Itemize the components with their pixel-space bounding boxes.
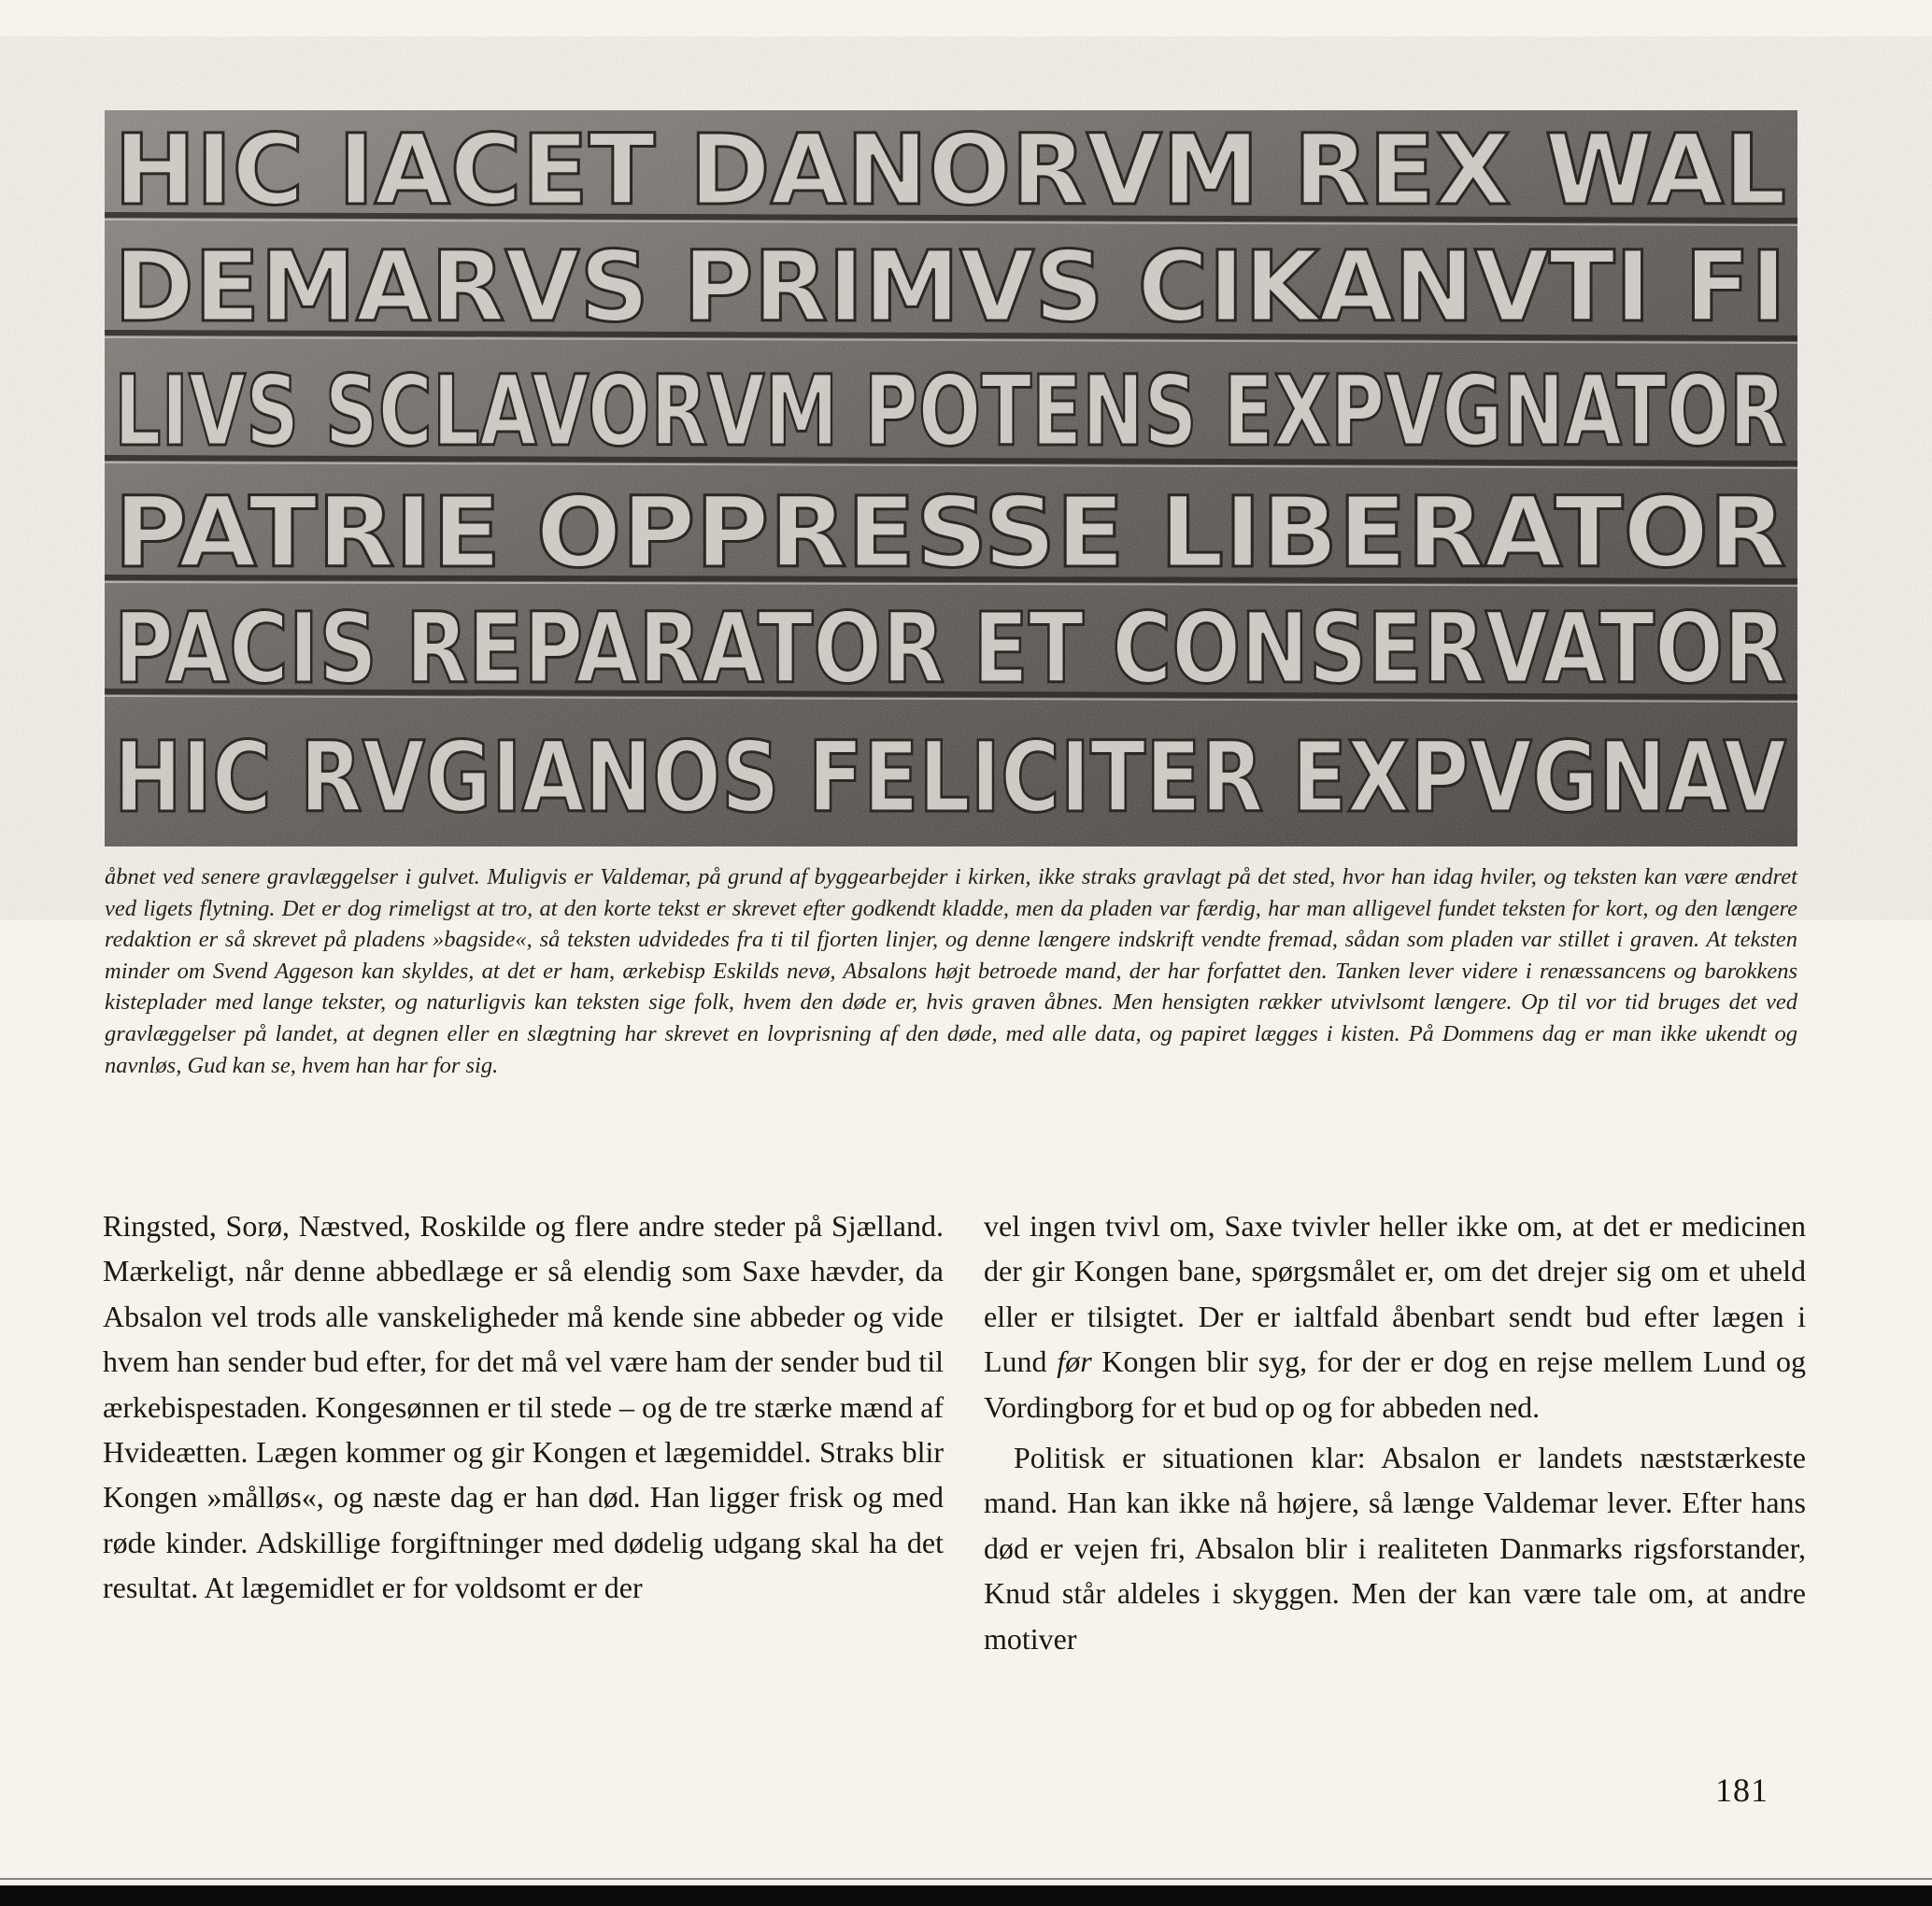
page-number: 181	[1715, 1771, 1769, 1809]
inscription-line: PATRIE OPPRESSE LIBERATOR	[114, 476, 1786, 590]
scan-edge-line	[0, 1878, 1932, 1880]
photo-caption: åbnet ved senere gravlæggelser i gulvet. Muligvis er Valdemar, på grund af byggearbejder i kirken, ikke straks gravlagt på det sted, hvor han idag hviler, og teksten kan være ændret ved ligets flytning. Det er dog rimeligst at tro, at den korte tekst er skrevet efter godkendt kladde, men da pladen var færdig, har man alligevel fundet teksten for kort, og den længere redaktion er så skrevet på pladens »bagside«, så teksten udvidedes fra ti til fjorten linjer, og denne længere indskrift vendte fremad, sådan som pladen var stillet i graven. At teksten minder om Svend Aggeson kan skyldes, at det er ham, ærkebisp Eskilds nevø, Absalons højt betroede mand, der har forfattet den. Tanken lever videre i renæssancens og barokkens kisteplader med lange tekster, og naturligvis kan teksten sige folk, hvem den døde er, hvis graven åbnes. Men hensigten rækker utvivlsomt længere. Op til vor tid bruges det ved gravlæggelser på landet, at degnen eller en slægtning har skrevet en lovprisning af den døde, med alle data, og papiret lægges i kisten. På Dommens dag er man ikke ukendt og navnløs, Gud kan se, hvem han har for sig.	[105, 864, 1797, 1078]
body-text: vel ingen tvivl om, Saxe tvivler heller ikke om, at det er medicinen der gir Kongen bane, spørgsmålet er, om det drejer sig om et uheld eller er tilsigtet. Der er ialtfald åbenbart sendt bud efter lægen i Lund	[984, 1209, 1806, 1379]
right-text-column	[984, 1203, 1806, 1661]
left-text-column	[103, 1203, 944, 1611]
body-paragraph: Ringsted, Sorø, Næstved, Roskilde og flere andre steder på Sjælland. Mærkeligt, når denne abbedlæge er så elendig som Saxe hævder, da Absalon vel trods alle vanskeligheder må kende sine abbeder og vide hvem han sender bud efter, for det må vel være ham der sender bud til ærkebispestaden. Kongesønnen er til stede – og de tre stærke mænd af Hvideætten. Lægen kommer og gir Kongen et lægemiddel. Straks blir Kongen »målløs«, og næste dag er han død. Han ligger frisk og med røde kinder. Adskillige forgiftninger med dødelig udgang skal ha det resultat. At lægemidlet er for voldsomt er der	[103, 1209, 944, 1605]
body-paragraph: Politisk er situationen klar: Absalon er landets næststærkeste mand. Han kan ikke nå højere, så længe Valdemar lever. Efter hans død er vejen fri, Absalon blir i realiteten Danmarks rigsforstander, Knud står aldeles i skyggen. Men der kan være tale om, at andre motiver	[984, 1441, 1806, 1656]
inscription-line: PACIS REPARATOR ET CONSERVATOR	[114, 591, 1786, 705]
emphasis-text: før	[1057, 1344, 1092, 1379]
body-text: Kongen blir syg, for der er dog en rejse mellem Lund og Vordingborg for et bud op og for abbeden ned.	[984, 1344, 1806, 1424]
inscription-line: DEMARVS PRIMVS CIKANVTI FI	[114, 230, 1786, 344]
inscription-plate-photo	[105, 110, 1797, 846]
inscription-line: LIVS SCLAVORVM POTENS EXPVGNATOR	[114, 354, 1786, 468]
inscription-plate-image	[105, 110, 1797, 846]
inscription-line: HIC RVGIANOS FELICITER EXPVGNAV	[114, 720, 1786, 834]
body-paragraph	[984, 1203, 1806, 1430]
inscription-line: HIC IACET DANORVM REX WAL	[114, 113, 1786, 227]
scan-edge-bar	[0, 1885, 1932, 1906]
